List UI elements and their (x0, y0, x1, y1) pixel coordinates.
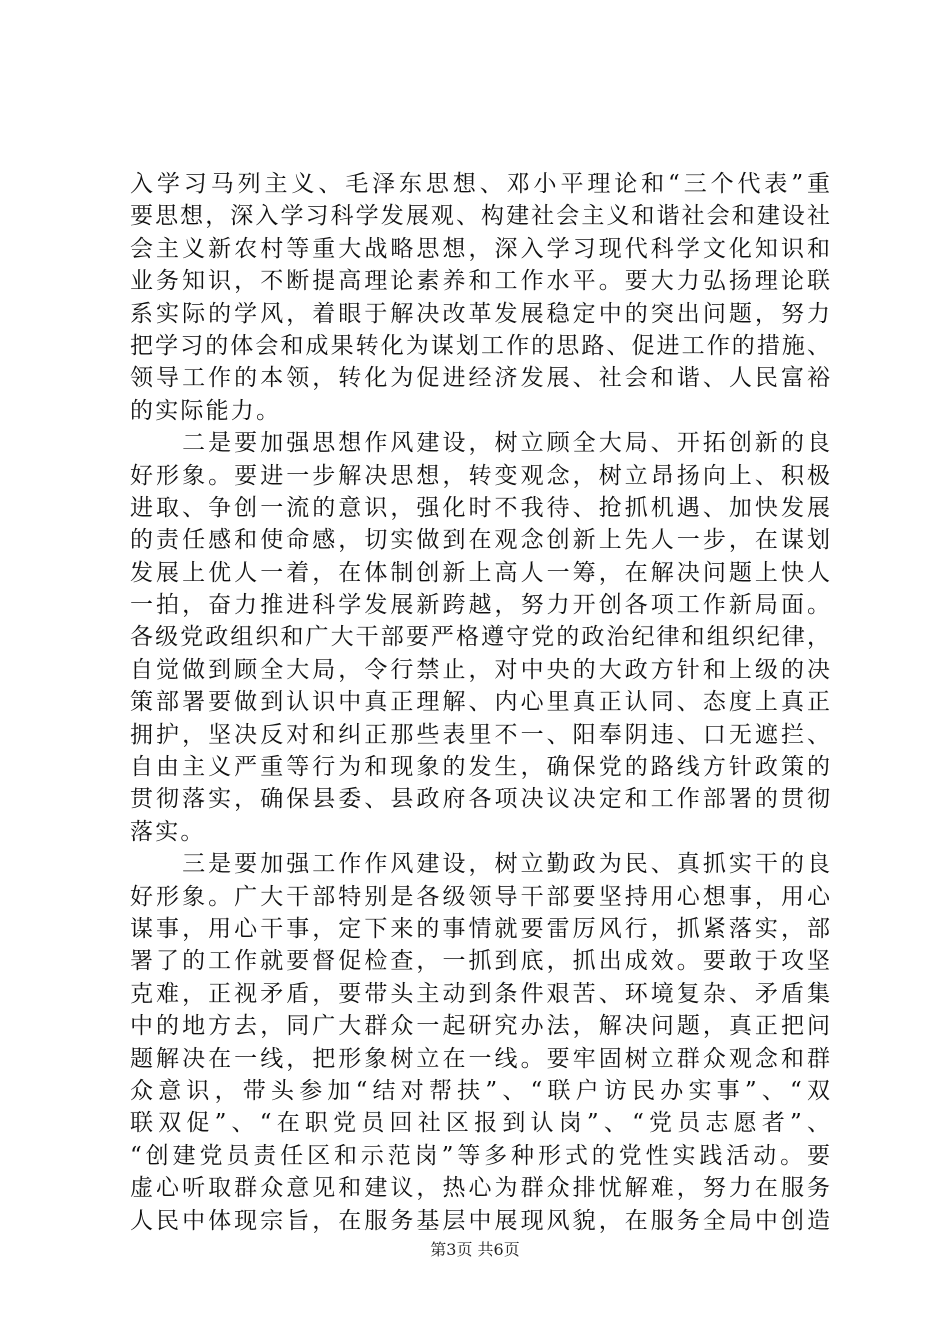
text-line: 一拍，奋力推进科学发展新跨越，努力开创各项工作新局面。 (130, 592, 830, 619)
text-line: 中的地方去，同广大群众一起研究办法，解决问题，真正把问 (130, 1013, 830, 1040)
text-line: 众意识，带头参加“结对帮扶”、“联户访民办实事”、“双 (130, 1077, 830, 1104)
text-line: 的实际能力。 (130, 397, 282, 424)
text-line: 三是要加强工作作风建设，树立勤政为民、真抓实干的良 (130, 851, 830, 878)
text-line: 题解决在一线，把形象树立在一线。要牢固树立群众观念和群 (130, 1045, 830, 1072)
text-line: 策部署要做到认识中真正理解、内心里真正认同、态度上真正 (130, 689, 830, 716)
text-line: 业务知识，不断提高理论素养和工作水平。要大力弘扬理论联 (130, 268, 830, 295)
text-line: 领导工作的本领，转化为促进经济发展、社会和谐、人民富裕 (130, 365, 830, 392)
text-line: 谋事，用心干事，定下来的事情就要雷厉风行，抓紧落实，部 (130, 915, 830, 942)
text-line: 把学习的体会和成果转化为谋划工作的思路、促进工作的措施、 (130, 332, 830, 359)
text-line: 克难，正视矛盾，要带头主动到条件艰苦、环境复杂、矛盾集 (130, 980, 830, 1007)
text-line: 的责任感和使命感，切实做到在观念创新上先人一步，在谋划 (130, 527, 830, 554)
text-line: 落实。 (130, 818, 206, 845)
text-line: 入学习马列主义、毛泽东思想、邓小平理论和“三个代表”重 (130, 171, 830, 197)
text-line: 进取、争创一流的意识，强化时不我待、抢抓机遇、加快发展 (130, 494, 830, 521)
text-line: 好形象。要进一步解决思想，转变观念，树立昂扬向上、积极 (130, 462, 830, 489)
text-line: 自由主义严重等行为和现象的发生，确保党的路线方针政策的 (130, 754, 830, 781)
text-line: 要思想，深入学习科学发展观、构建社会主义和谐社会和建设社 (130, 203, 830, 230)
text-line: 拥护，坚决反对和纠正那些表里不一、阳奉阴违、口无遮拦、 (130, 721, 830, 748)
text-line: 好形象。广大干部特别是各级领导干部要坚持用心想事，用心 (130, 883, 830, 910)
text-line: 会主义新农村等重大战略思想，深入学习现代科学文化知识和 (130, 235, 830, 262)
text-line: 人民中体现宗旨，在服务基层中展现风貌，在服务全局中创造 (130, 1207, 830, 1234)
text-line: 联双促”、“在职党员回社区报到认岗”、“党员志愿者”、 (130, 1110, 830, 1137)
text-line: 发展上优人一着，在体制创新上高人一筹，在解决问题上快人 (130, 559, 830, 586)
page-footer: 第3页 共6页 (430, 1240, 520, 1259)
text-line: 虚心听取群众意见和建议，热心为群众排忧解难，努力在服务 (130, 1175, 830, 1202)
text-line: 各级党政组织和广大干部要严格遵守党的政治纪律和组织纪律， (130, 624, 830, 651)
body-text (130, 168, 830, 1237)
text-line: 署了的工作就要督促检查，一抓到底，抓出成效。要敢于攻坚 (130, 948, 830, 975)
text-line: 二是要加强思想作风建设，树立顾全大局、开拓创新的良 (130, 430, 830, 457)
text-line: “创建党员责任区和示范岗”等多种形式的党性实践活动。要 (130, 1142, 830, 1169)
text-line: 系实际的学风，着眼于解决改革发展稳定中的突出问题，努力 (130, 300, 830, 327)
text-line: 自觉做到顾全大局，令行禁止，对中央的大政方针和上级的决 (130, 656, 830, 683)
text-line: 贯彻落实，确保县委、县政府各项决议决定和工作部署的贯彻 (130, 786, 830, 813)
